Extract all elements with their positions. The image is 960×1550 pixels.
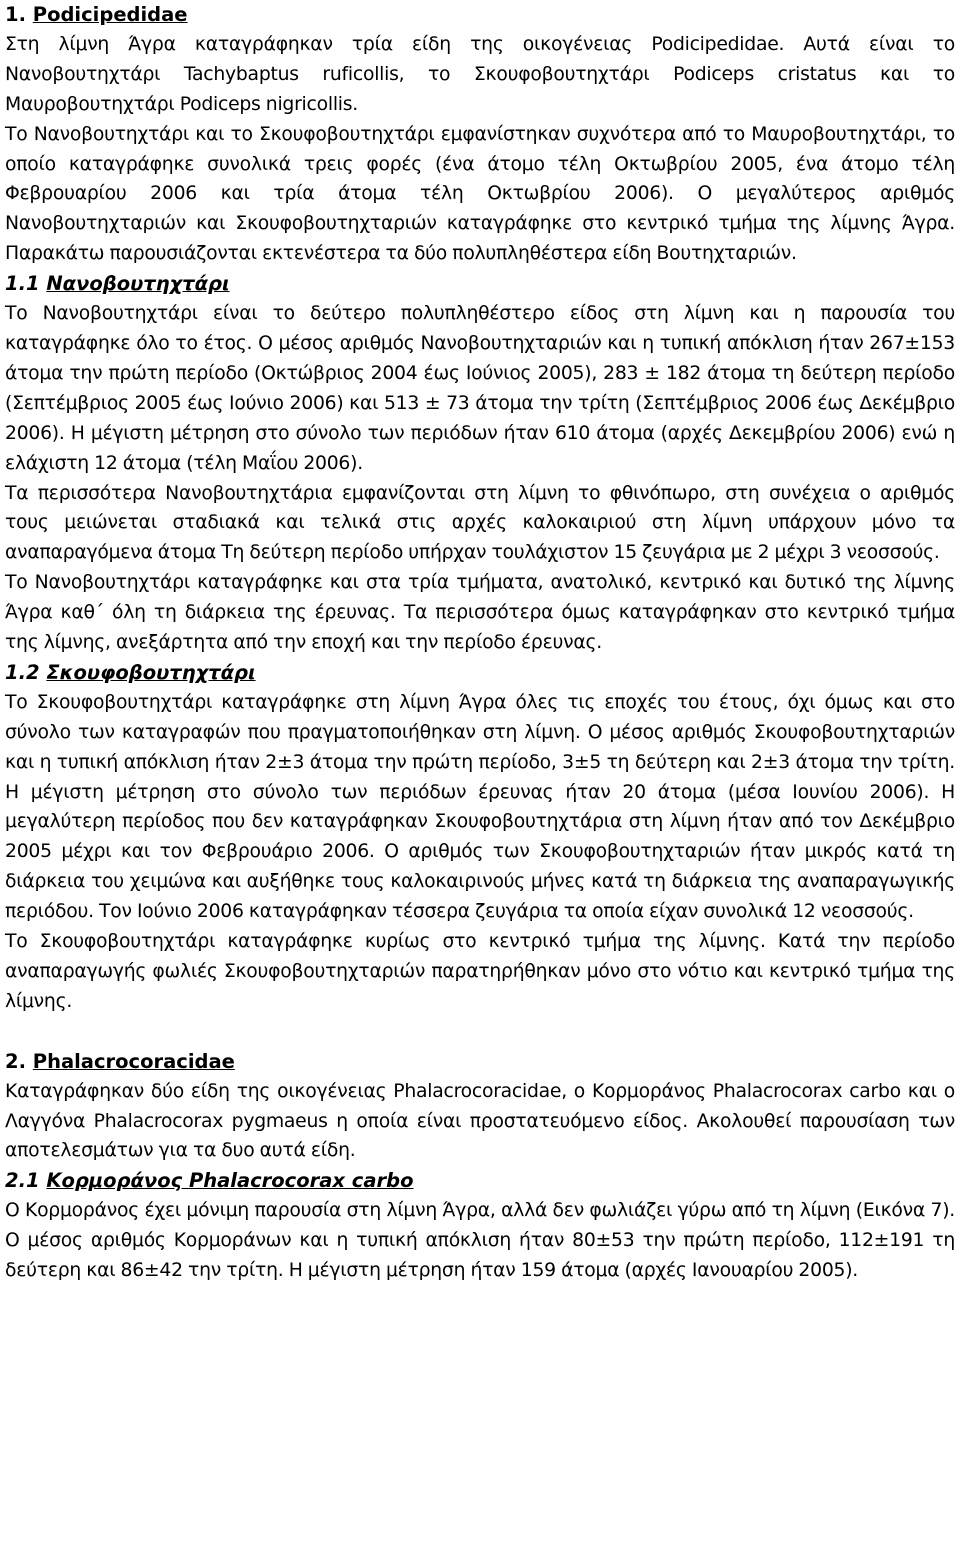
paragraph-skoufovoutichtari-distribution: Το Σκουφοβουτηχτάρι καταγράφηκε κυρίως στο κεντρικό τμήμα της λίμνης. Κατά την περίοδο αναπαραγωγής φωλιές Σκουφοβουτηχταριών παρατηρήθηκαν μόνο στο νότιο και κεντρικό τμήμα της λίμνης. [5,931,955,1012]
paragraph-skoufovoutichtari-counts: Το Σκουφοβουτηχτάρι καταγράφηκε στη λίμνη Άγρα όλες τις εποχές του έτους, όχι όμως και στο σύνολο των καταγραφών που πραγματοποιήθηκαν στη λίμνη. Ο μέσος αριθμός Σκουφοβουτηχταριών και η τυπική απόκλιση ήταν 2±3 άτομα την πρώτη περίοδο, 3±5 τη δεύτερη και 2±3 άτομα την τρίτη. Η μέγιστη μέτρηση στο σύνολο των περιόδων έρευνας ήταν 20 άτομα (μέσα Ιουνίου 2006). Η μεγαλύτερη περίοδος που δεν καταγράφηκαν Σκουφοβουτηχτάρια στη λίμνη ήταν από τον Δεκέμβριο 2005 μέχρι και τον Φεβρουάριο 2006. Ο αριθμός των Σκουφοβουτηχταριών ήταν μικρός κατά τη διάρκεια του χειμώνα και αυξήθηκε τους καλοκαιρινούς μήνες κατά τη διάρκεια της αναπαραγωγικής περιόδου. Τον Ιούνιο 2006 καταγράφηκαν τέσσερα ζευγάρια τα οποία είχαν συνολικά 12 νεοσσούς. [5,691,955,923]
section-title: Phalacrocoracidae [32,1049,235,1073]
section-heading-skoufovoutichtari [5,658,955,688]
section-heading-phalacrocoracidae [5,1047,955,1077]
paragraph-nanovoutichtari-seasonality: Τα περισσότερα Νανοβουτηχτάρια εμφανίζονται στη λίμνη το φθινόπωρο, στη συνέχεια ο αριθμός τους μειώνεται σταδιακά και τελικά στις αρχές καλοκαιριού στη λίμνη υπάρχουν μόνο τα αναπαραγόμενα άτομα Τη δεύτερη περίοδο υπήρχαν τουλάχιστον 15 ζευγάρια με 2 μέχρι 3 νεοσσούς. [5,482,955,564]
section-heading-kormoranos [5,1166,955,1196]
paragraph-podicipedidae-intro: Στη λίμνη Άγρα καταγράφηκαν τρία είδη της οικογένειας Podicipedidae. Αυτά είναι το Νανοβουτηχτάρι Tachybaptus ruficollis, το Σκουφοβουτηχτάρι Podiceps cristatus και το Μαυροβουτηχτάρι Podiceps nigricollis. [5,33,955,115]
section-number: 1.2 [5,660,40,684]
section-title: Σκουφοβουτηχτάρι [46,660,256,684]
paragraph-nanovoutichtari-counts: Το Νανοβουτηχτάρι είναι το δεύτερο πολυπληθέστερο είδος στη λίμνη και η παρουσία του καταγράφηκε όλο το έτος. Ο μέσος αριθμός Νανοβουτηχταριών και η τυπική απόκλιση ήταν 267±153 άτομα την πρώτη περίοδο (Οκτώβριος 2004 έως Ιούνιος 2005), 283 ± 182 άτομα τη δεύτερη περίοδο (Σεπτέμβριος 2005 έως Ιούνιο 2006) και 513 ± 73 άτομα την τρίτη (Σεπτέμβριος 2006 έως Δεκέμβριο 2006). Η μέγιστη μέτρηση στο σύνολο των περιόδων ήταν 610 άτομα (αρχές Δεκεμβρίου 2006) ενώ η ελάχιστη 12 άτομα (τέλη Μαΐου 2006). [5,303,955,474]
section-title: Κορμοράνος Phalacrocorax carbo [46,1169,414,1193]
section-number: 2.1 [5,1169,40,1193]
section-title: Podicipedidae [32,3,188,26]
section-heading-nanovoutichtari [5,269,955,299]
section-title: Νανοβουτηχτάρι [46,272,230,296]
section-number: 1. [5,3,26,26]
paragraph-podicipedidae-frequency: Το Νανοβουτηχτάρι και το Σκουφοβουτηχτάρι εμφανίστηκαν συχνότερα από το Μαυροβουτηχτάρι, το οποίο καταγράφηκε συνολικά τρεις φορές (ένα άτομο τέλη Οκτωβρίου 2005, ένα άτομο τέλη Φεβρουαρίου 2006 και τρία άτομα τέλη Οκτωβρίου 2006). Ο μεγαλύτερος αριθμός Νανοβουτηχταριών και Σκουφοβουτηχταριών καταγράφηκε στο κεντρικό τμήμα της λίμνης Άγρα. Παρακάτω παρουσιάζονται εκτενέστερα τα δύο πολυπληθέστερα είδη Βουτηχταριών. [5,123,955,265]
blank-line [5,1017,955,1047]
paragraph-kormoranos-counts: Ο Κορμοράνος έχει μόνιμη παρουσία στη λίμνη Άγρα, αλλά δεν φωλιάζει γύρω από τη λίμνη (Εικόνα 7). Ο μέσος αριθμός Κορμοράνων και η τυπική απόκλιση ήταν 80±53 την πρώτη περίοδο, 112±191 τη δεύτερη και 86±42 την τρίτη. Η μέγιστη μέτρηση ήταν 159 άτομα (αρχές Ιανουαρίου 2005). [5,1200,955,1282]
paragraph-phalacrocoracidae-intro: Καταγράφηκαν δύο είδη της οικογένειας Phalacrocoracidae, ο Κορμοράνος Phalacrocorax carbo και ο Λαγγόνα Phalacrocorax pygmaeus η οποία είναι προστατευόμενο είδος. Ακολουθεί παρουσίαση των αποτελεσμάτων για τα δυο αυτά είδη. [5,1080,955,1162]
section-heading-podicipedidae [5,0,955,30]
section-number: 2. [5,1049,26,1073]
paragraph-nanovoutichtari-distribution: Το Νανοβουτηχτάρι καταγράφηκε και στα τρία τμήματα, ανατολικό, κεντρικό και δυτικό της λίμνης Άγρα καθ΄ όλη τη διάρκεια της έρευνας. Τα περισσότερα όμως καταγράφηκαν στο κεντρικό τμήμα της λίμνης, ανεξάρτητα από την εποχή και την περίοδο έρευνας. [5,572,955,654]
document-page [5,0,955,1286]
section-number: 1.1 [5,272,40,296]
